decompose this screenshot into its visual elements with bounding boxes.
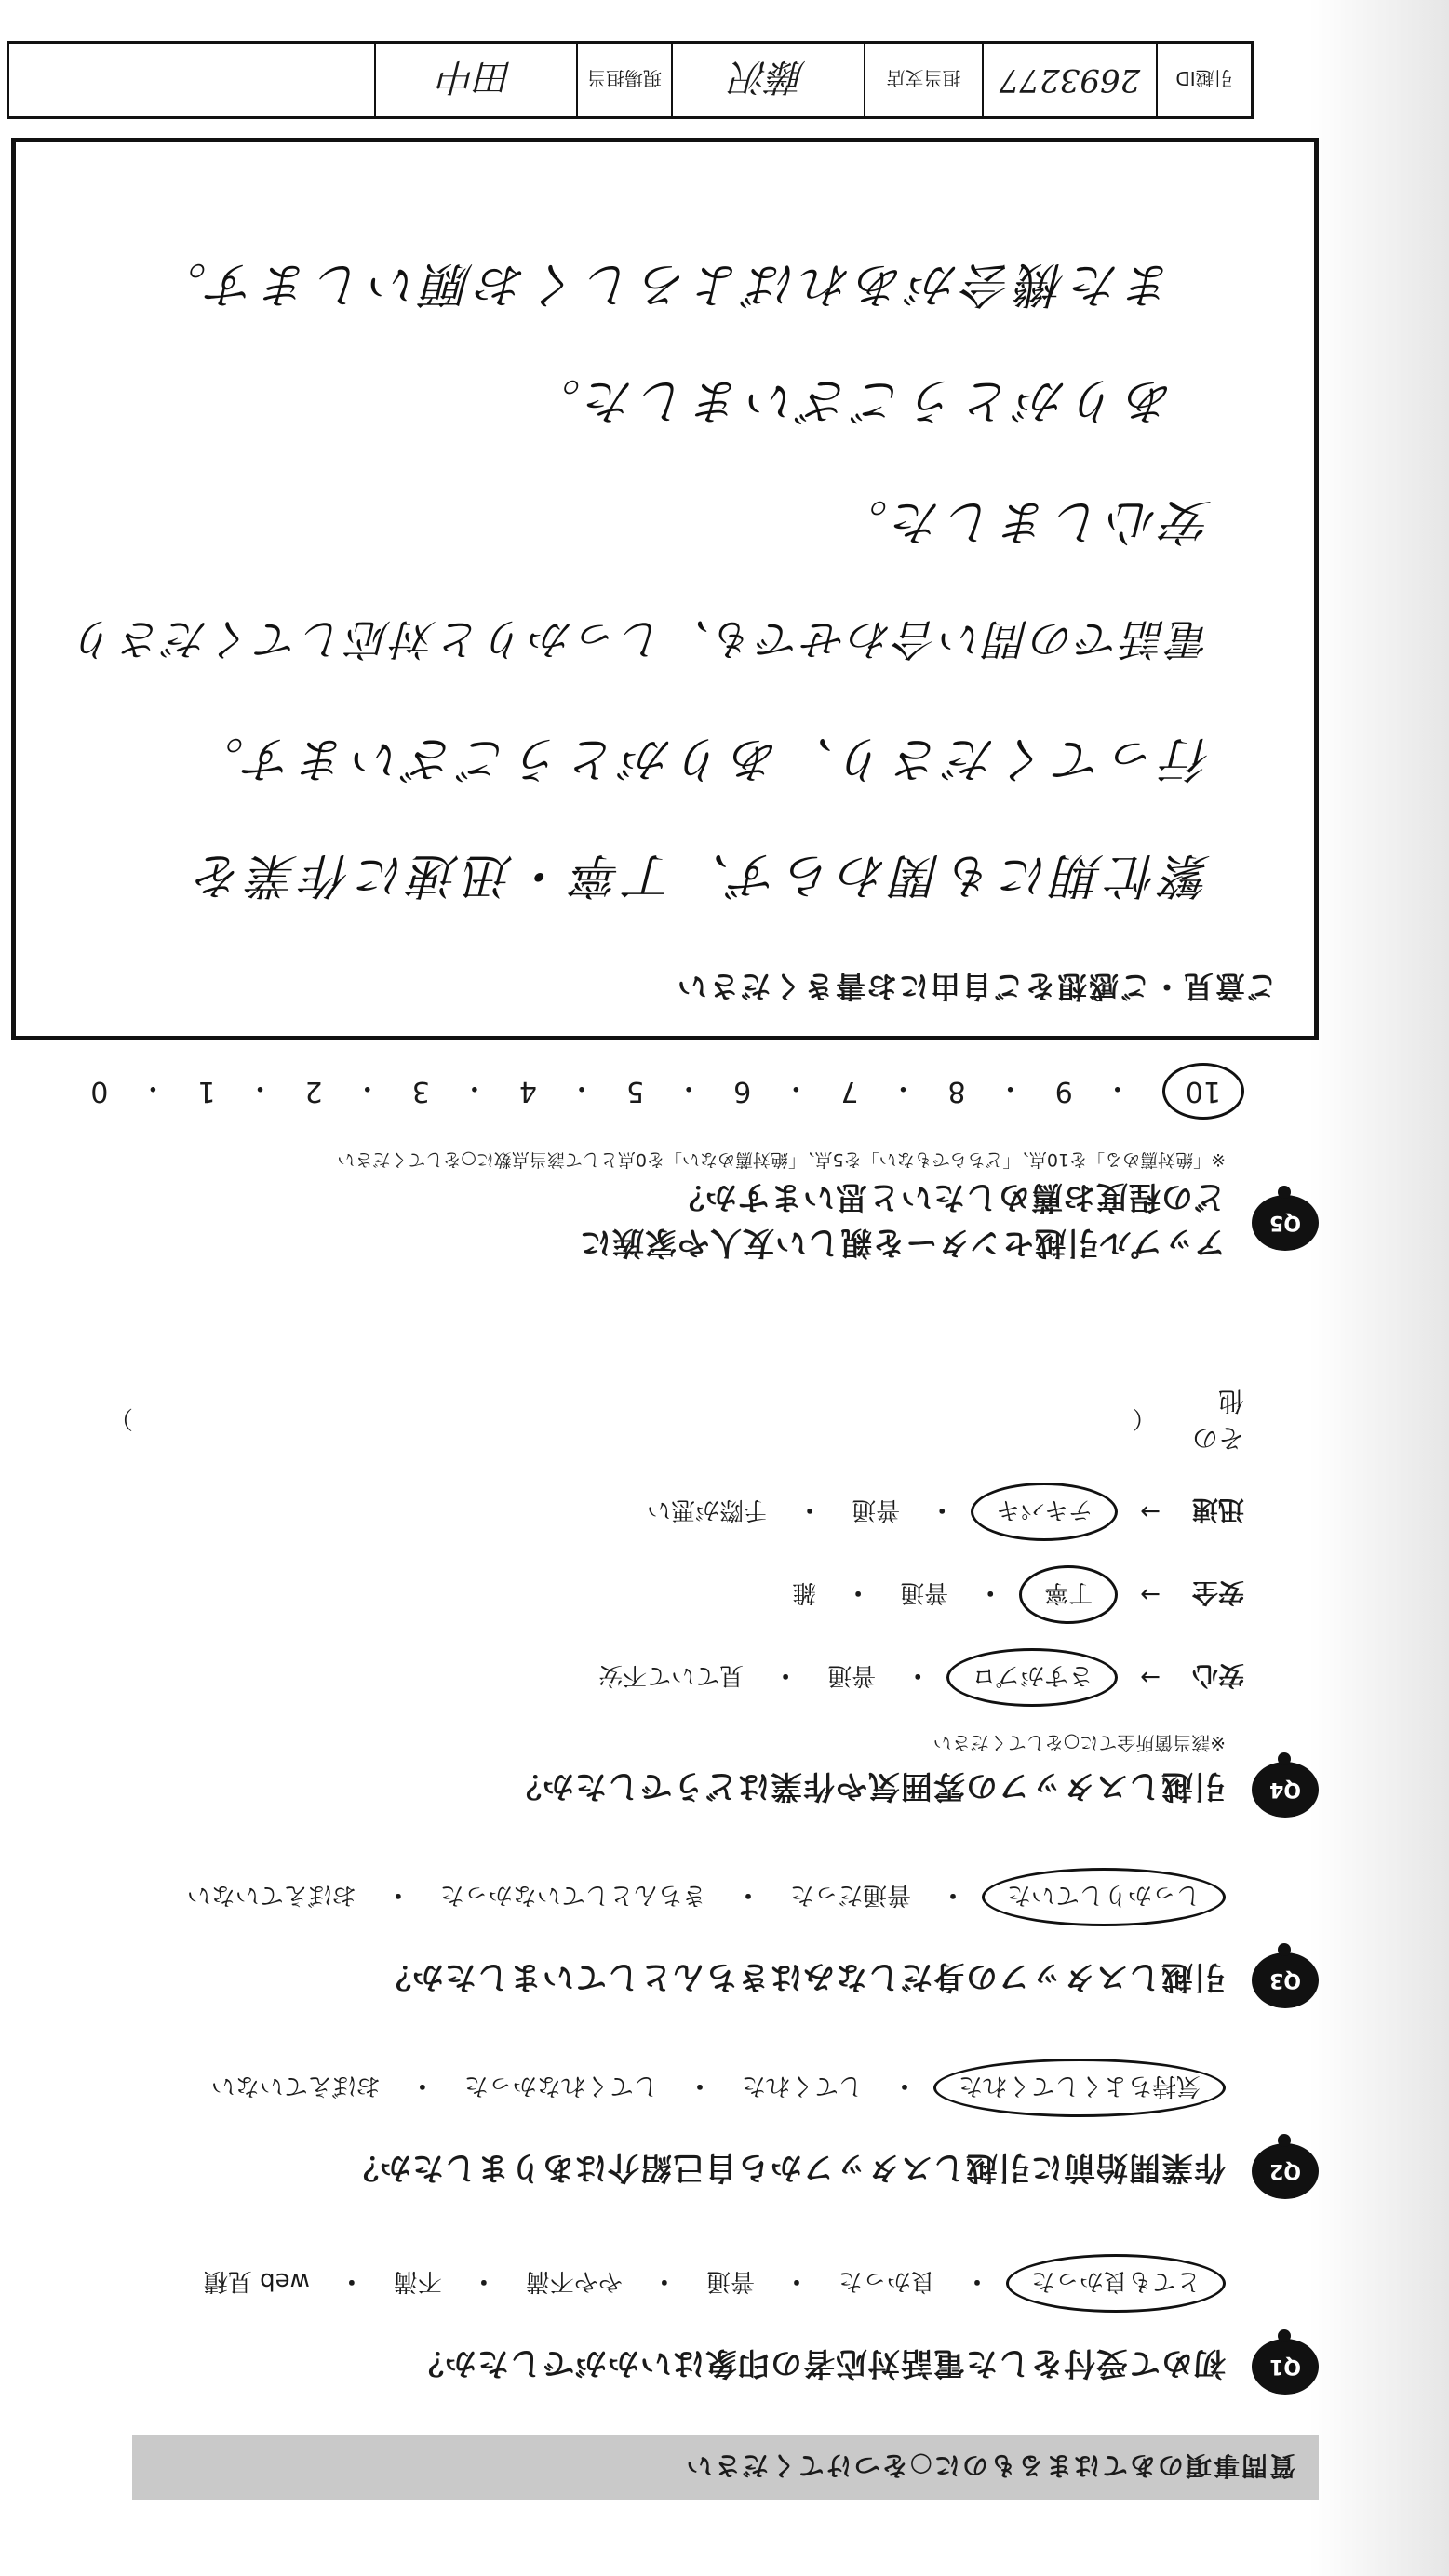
q2-option[interactable]: してくれた [741, 2072, 863, 2100]
comment-line: 行ってくださり、ありがとうございます。 [190, 731, 1212, 786]
q1-badge: Q1 [1252, 2339, 1319, 2395]
comment-box[interactable] [11, 138, 1319, 1040]
q1-option-selected[interactable]: とても良かった [1006, 2254, 1226, 2313]
q3-option[interactable]: きちんとしていなかった [439, 1881, 706, 1909]
q4-option[interactable]: 普通 [827, 1661, 877, 1689]
q2-title: 作業開始前に引越しスタッフから自己紹介はありましたか？ [346, 2149, 1226, 2187]
instruction-bar [132, 2435, 1319, 2500]
q4-option[interactable]: 普通 [852, 1496, 901, 1523]
q4-option-selected[interactable]: さすがプロ [946, 1648, 1118, 1707]
arrow-icon: → [1140, 1497, 1161, 1526]
question-4 [109, 1384, 1319, 1818]
footer-blank [9, 44, 374, 116]
q4-option-selected[interactable]: 丁寧 [1019, 1565, 1118, 1624]
q1-options: とても良かった ・ 良かった ・ 普通 ・ やや不満 ・ 不満 ・ web 見積 [109, 2254, 1226, 2313]
q1-option[interactable]: 普通 [705, 2267, 755, 2295]
q5-score[interactable]: 4 [518, 1075, 537, 1107]
comment-title: ご意見・ご感想をご自由にお書きください [675, 969, 1277, 1004]
q4-option-selected[interactable]: テキパキ [971, 1483, 1118, 1541]
q4-option[interactable]: 普通 [900, 1578, 949, 1606]
q5-scale: 10 ・ 9 ・ 8 ・ 7 ・ 6 ・ 5 ・ 4 ・ 3 ・ 2 ・ 1 ・ 0 [90, 1063, 1244, 1120]
q1-option[interactable]: 良かった [838, 2267, 935, 2295]
question-1 [109, 2254, 1319, 2395]
q2-option[interactable]: してくれなかった [463, 2072, 658, 2100]
q4-row-anzen: 安全 → 丁寧 ・ 普通 ・ 雑 [109, 1565, 1244, 1624]
q5-score-selected[interactable]: 10 [1162, 1063, 1244, 1120]
q4-row-label: 迅速 [1191, 1495, 1244, 1526]
footer-table [7, 41, 1254, 119]
q2-option[interactable]: おぼえていない [210, 2072, 381, 2100]
q4-other-label: その他 [1191, 1386, 1244, 1454]
q5-score[interactable]: 8 [947, 1075, 966, 1107]
q5-score[interactable]: 2 [304, 1075, 323, 1107]
q5-score[interactable]: 7 [840, 1075, 859, 1107]
q3-title: 引越しスタッフの身だしなみはきちんとしていましたか？ [379, 1958, 1226, 1996]
q4-other-close: ） [109, 1404, 134, 1433]
instruction-text: 質問事項のあてはまるものに○をつけてください [684, 2450, 1295, 2481]
q4-option[interactable]: 見ていて不安 [598, 1661, 745, 1689]
q3-option[interactable]: おぼえていない [186, 1881, 356, 1909]
comment-line: 電話での問い合わせでも、しっかりと対応してくださり [72, 614, 1212, 664]
q5-score[interactable]: 3 [411, 1075, 430, 1107]
q5-score[interactable]: 0 [90, 1075, 109, 1107]
q4-row-jinsoku: 迅速 → テキパキ ・ 普通 ・ 手際が悪い [109, 1483, 1244, 1541]
q4-row-other [109, 1384, 1244, 1458]
branch-label: 担当支店 [864, 44, 982, 116]
manager-value: 田中 [374, 44, 576, 116]
q4-other-open: （ [1132, 1404, 1157, 1433]
q3-options: しっかりしていた ・ 普通だった ・ きちんとしていなかった ・ おぼえていない [109, 1868, 1226, 1926]
q5-score[interactable]: 1 [197, 1075, 216, 1107]
id-value: 2693277 [982, 44, 1156, 116]
id-label: 引越ID [1156, 44, 1251, 116]
question-3 [109, 1868, 1319, 2008]
q4-option[interactable]: 手際が悪い [647, 1496, 769, 1523]
arrow-icon: → [1140, 1580, 1161, 1609]
q4-option[interactable]: 雑 [792, 1578, 817, 1606]
scan-shadow [1309, 0, 1449, 2576]
comment-line: 安心しました。 [833, 493, 1212, 549]
q4-title: 引越しスタッフの雰囲気や作業はどうでしたか？ [509, 1767, 1226, 1805]
q4-note: ※該当箇所全てに○をしてください [932, 1732, 1226, 1754]
comment-line: また機会があればよろしくお願いします。 [153, 256, 1174, 312]
q2-option-selected[interactable]: 気持ちよくしてくれた [933, 2059, 1226, 2117]
q4-row-label: 安心 [1191, 1660, 1244, 1692]
q5-title-line1: アップル引越センターを親しい友人や家族に [579, 1224, 1226, 1261]
comment-line: 繁忙期にも関わらず、丁寧・迅速に作業を [190, 847, 1212, 903]
q3-option-selected[interactable]: しっかりしていた [982, 1868, 1226, 1926]
question-5 [109, 1148, 1319, 1268]
q5-score[interactable]: 6 [733, 1075, 752, 1107]
q5-badge: Q5 [1252, 1195, 1319, 1251]
comment-line: ありがとうございました。 [526, 372, 1174, 428]
q3-badge: Q3 [1252, 1952, 1319, 2008]
q4-row-label: 安全 [1191, 1577, 1244, 1609]
q4-badge: Q4 [1252, 1762, 1319, 1818]
branch-value: 藤沢 [671, 44, 864, 116]
q2-options: 気持ちよくしてくれた ・ してくれた ・ してくれなかった ・ おぼえていない [109, 2059, 1226, 2117]
manager-label: 現場担当 [576, 44, 671, 116]
q5-title-line2: どの程度お薦めしたいと思いますか？ [672, 1178, 1226, 1215]
q5-note: ※「絶対薦める」を10点、「どちらでもない」を5点、「絶対薦めない」を0点として該当点数に○をしてください [337, 1149, 1226, 1170]
q5-score[interactable]: 9 [1054, 1075, 1073, 1107]
question-2 [109, 2059, 1319, 2199]
q5-score[interactable]: 5 [626, 1075, 645, 1107]
arrow-icon: → [1140, 1663, 1161, 1692]
q2-badge: Q2 [1252, 2143, 1319, 2199]
q1-title: 初めて受付をした電話対応者の印象はいかがでしたか？ [411, 2344, 1226, 2382]
q1-option[interactable]: web 見積 [203, 2267, 310, 2295]
q4-row-anshin: 安心 → さすがプロ ・ 普通 ・ 見ていて不安 [109, 1648, 1244, 1707]
q1-option[interactable]: 不満 [393, 2267, 442, 2295]
q3-option[interactable]: 普通だった [789, 1881, 911, 1909]
q1-option[interactable]: やや不満 [525, 2267, 623, 2295]
